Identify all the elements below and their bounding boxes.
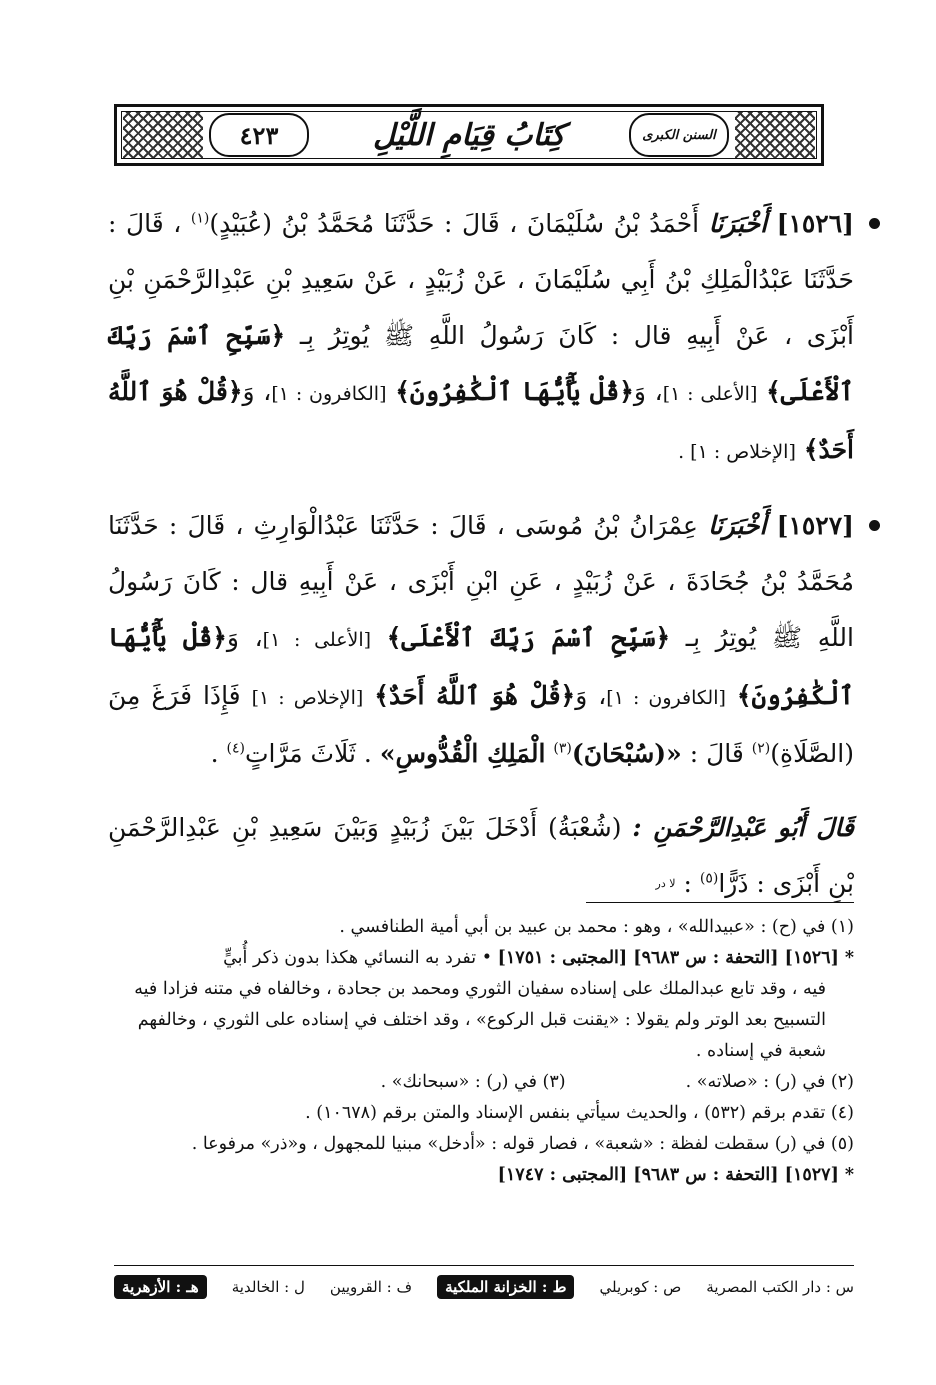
quran-quote: ﴿قُلْ هُوَ ٱللَّهُ أَحَدٌ﴾ (374, 681, 576, 710)
emblem-logo: السنن الكبرى (629, 113, 729, 157)
hadith-number: [١٥٢٧] (776, 511, 855, 540)
ornament-left-icon (123, 111, 203, 159)
footnote-3: (٣) في (ر) : «سبحانك» . (380, 1072, 566, 1092)
footer-separator (114, 1265, 854, 1266)
page-header (114, 104, 824, 166)
takhrij-head: [١٥٢٦] [التحفة : س ٩٦٨٣] [المجتبى : ١٧٥١] (497, 948, 839, 968)
conjunction: ، وَ (633, 377, 663, 406)
margin-note: لا در (655, 877, 676, 890)
surah-reference: [الكافرون : ١] (606, 687, 726, 709)
quran-quote: ﴿قُلْ يَٰٓأَيُّهَا ٱلْكَٰفِرُونَ﴾ (395, 377, 634, 406)
page-number: ٤٢٣ (209, 113, 309, 157)
legend-item-highlighted: هـ : الأزهرية (114, 1275, 207, 1299)
matn-text: . (210, 739, 219, 768)
isnad-text: أَحْمَدُ بْنُ سُلَيْمَانَ ، قَالَ : حَدَّثَنَا مُحَمَّدُ بْنُ (عُبَيْدٍ) (209, 209, 700, 238)
takhrij-1527 (104, 1160, 854, 1191)
main-text (108, 196, 854, 912)
closing-remark (108, 800, 854, 912)
abu-abdurrahman: قَالَ أَبُو عَبْدِالرَّحْمَنِ : (632, 813, 854, 842)
isnad-text: ، قَالَ : حَدَّثَنَا عَبْدُالْمَلِكِ بْنُ أَبِي سُلَيْمَانَ ، عَنْ زُبَيْدٍ ، عَنْ سَعِيدِ بْنِ عَبْدِالرَّحْمَنِ بْنِ أَبْزَى ، عَنْ أَبِيهِ قال : كَانَ رَسُولُ اللَّهِ ﷺ يُوتِرُ بِـ (108, 209, 855, 350)
dhikr-text: الْمَلِكِ الْقُدُّوسِ» (379, 739, 546, 768)
legend-item: س : دار الكتب المصرية (706, 1278, 854, 1296)
closing-text: (شُعْبَةُ) أَدْخَلَ بَيْنَ زُبَيْدٍ وَبَيْنَ سَعِيدِ بْنِ عَبْدِالرَّحْمَنِ بْنِ أَبْزَى : ذَرًّا (108, 813, 854, 898)
takhrij-head: [١٥٢٧] [التحفة : س ٩٦٨٣] [المجتبى : ١٧٤٧] (497, 1165, 839, 1185)
ornament-right-icon (735, 111, 815, 159)
akhbarana-word: أَخْبَرَنَا (708, 209, 768, 238)
legend-item-highlighted: ط : الخزانة الملكية (437, 1275, 574, 1299)
legend-item: ص : كوبريلي (599, 1278, 682, 1296)
book-title: كِتَابُ قِيَامِ اللَّيْلِ (373, 117, 565, 153)
bullet-icon (869, 520, 880, 531)
surah-reference: [الإخلاص : ١] . (678, 441, 796, 463)
quran-quote: ﴿سَبِّحِ ٱسْمَ رَبِّكَ ٱلْأَعْلَى﴾ (108, 321, 854, 406)
akhbarana-word: أَخْبَرَنَا (708, 511, 767, 540)
conjunction: ، وَ (242, 377, 272, 406)
surah-reference: [الإخلاص : ١] (251, 687, 364, 709)
footnote-ref: (١) (190, 210, 210, 227)
bullet-icon (869, 218, 880, 229)
footnote-5: (٥) في (ر) سقطت لفظة : «شعبة» ، فصار قوله : «أدخل» مبنيا للمجهول ، و«ذر» مرفوعا . (191, 1134, 854, 1154)
footnote-4: (٤) تقدم برقم (٥٣٢) ، والحديث سيأتي بنفس الإسناد والمتن برقم (١٠٦٧٨) . (305, 1103, 854, 1123)
star-icon: * (844, 1165, 854, 1185)
footnote-separator (586, 902, 854, 903)
matn-text: قَالَ : (689, 739, 744, 768)
footnote-2: (٢) في (ر) : «صلاته» . (685, 1072, 854, 1092)
matn-text: . ثَلَاثَ مَرَّاتٍ (244, 739, 372, 768)
footnote-ref: (٤) (226, 740, 245, 757)
surah-reference: [الأعلى : ١] (662, 383, 758, 405)
footnotes (104, 912, 854, 1191)
closing-end: : (683, 869, 692, 898)
takhrij-1526 (104, 943, 854, 1067)
surah-reference: [الأعلى : ١] (262, 629, 372, 651)
takhrij-body: فيه ، وقد تابع عبدالملك على إسناده سفيان الثوري ومحمد بن جحادة ، وخالفاه في متنه فزادا فيه التسبيح بعد الوتر ولم يقولا : «يقنت قبل الركوع» ، وقد اختلف في إسناده على الثوري ، وخالفهم شعبة في إسناده . (134, 979, 826, 1061)
conjunction: ، وَ (575, 681, 607, 710)
surah-reference: [الكافرون : ١] (271, 383, 387, 405)
isnad-text: عِمْرَانُ بْنُ مُوسَى ، قَالَ : حَدَّثَنَا عَبْدُالْوَارِثِ ، قَالَ : حَدَّثَنَا مُحَمَّدُ بْنُ جُحَادَةَ ، عَنْ زُبَيْدٍ ، عَنِ ابْنِ أَبْزَى ، عَنْ أَبِيهِ قال : كَانَ رَسُولُ اللَّهِ ﷺ يُوتِرُ بِـ (108, 511, 854, 652)
footnote-ref: (٥) (699, 870, 719, 887)
quran-quote: ﴿قُلْ يَٰٓأَيُّهَا ٱلْكَٰفِرُونَ﴾ (108, 623, 855, 710)
conjunction: ، وَ (226, 623, 263, 652)
header-right (629, 111, 821, 159)
takhrij-body: • تفرد به النسائي هكذا بدون ذكر أُبيٍّ (223, 948, 493, 968)
footnote-row (104, 1067, 854, 1098)
footnote-ref: (٣) (553, 740, 572, 757)
manuscript-legend (114, 1270, 854, 1304)
quran-quote: ﴿قُلْ هُوَ ٱللَّهُ أَحَدٌ﴾ (108, 377, 854, 464)
footnote-ref: (٢) (751, 740, 771, 757)
hadith-1527 (108, 498, 854, 782)
quran-quote: ﴿سَبِّحِ ٱسْمَ رَبِّكَ ٱلْأَعْلَى﴾ (386, 623, 671, 652)
hadith-1526 (108, 196, 854, 480)
matn-text: فَإِذَا فَرَغَ مِنَ (الصَّلَاةِ) (108, 681, 854, 768)
dhikr-text: «(سُبْحَانَ) (571, 739, 682, 768)
footnote-1: (١) في (ح) : «عبيدالله» ، وهو : محمد بن عبيد بن أبي أمية الطنافسي . (339, 917, 854, 937)
star-icon: * (844, 948, 854, 968)
header-left (117, 111, 309, 159)
hadith-number: [١٥٢٦] (776, 209, 854, 238)
legend-item: ف : القرويين (329, 1278, 413, 1296)
legend-item: ل : الخالدية (231, 1278, 305, 1296)
